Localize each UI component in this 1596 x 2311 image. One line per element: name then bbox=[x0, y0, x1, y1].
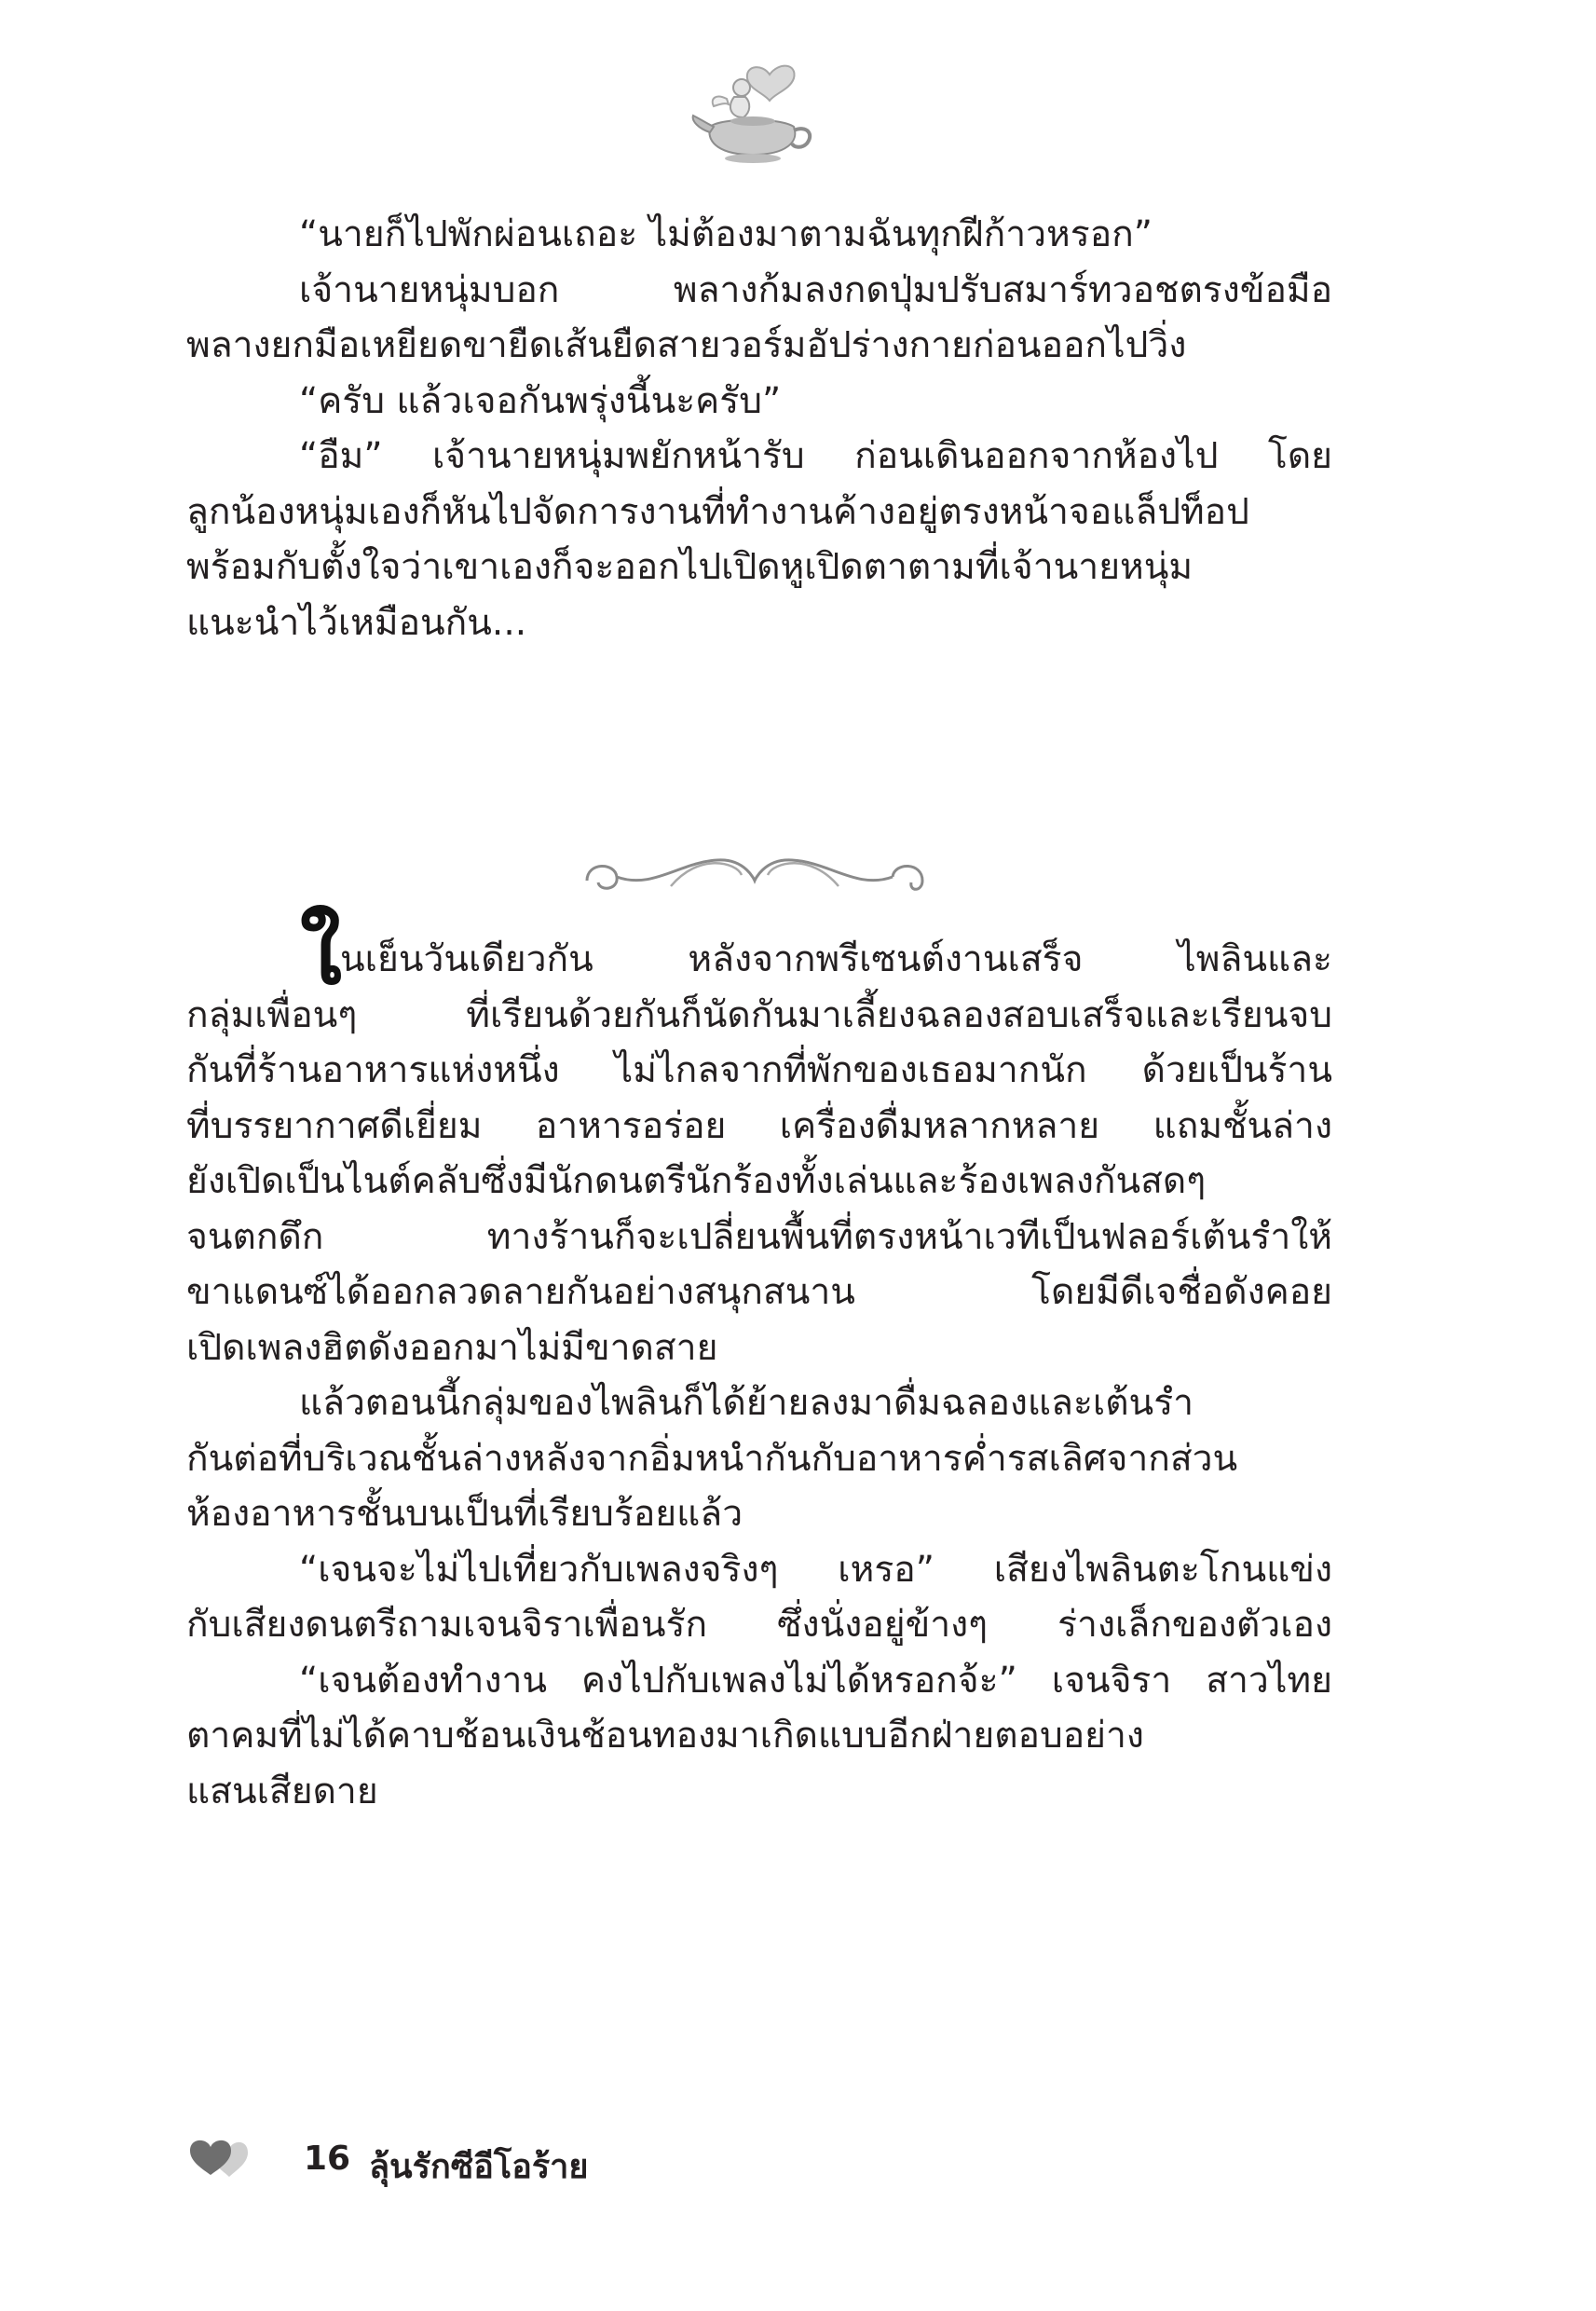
text-line: ขาแดนซ์ได้ออกลวดลายกันอย่างสนุกสนาน โดยมีดีเจชื่อดังคอย bbox=[186, 1271, 1332, 1313]
text-line: นเย็นวันเดียวกัน หลังจากพรีเซนต์งานเสร็จ ไพลินและ bbox=[340, 938, 1332, 980]
paragraph-block-one bbox=[186, 207, 1332, 650]
book-title: ลุ้นรักซีอีโอร้าย bbox=[369, 2148, 589, 2186]
text-line: ลูกน้องหนุ่มเองก็หันไปจัดการงานที่ทำงานค้างอยู่ตรงหน้าจอแล็ปท็อป bbox=[186, 490, 1249, 533]
text-line: เปิดเพลงฮิตดังออกมาไม่มีขาดสาย bbox=[186, 1326, 718, 1369]
text-line: กับเสียงดนตรีถามเจนจิราเพื่อนรัก ซึ่งนั่งอยู่ข้างๆ ร่างเล็กของตัวเอง bbox=[186, 1604, 1332, 1646]
text-line: “นายก็ไปพักผ่อนเถอะ ไม่ต้องมาตามฉันทุกฝีก้าวหรอก” bbox=[299, 213, 1153, 255]
text-line: พลางยกมือเหยียดขายืดเส้นยืดสายวอร์มอัปร่างกายก่อนออกไปวิ่ง bbox=[186, 324, 1187, 366]
text-line: “เจนต้องทำงาน คงไปกับเพลงไม่ได้หรอกจ้ะ” เจนจิรา สาวไทย bbox=[299, 1659, 1332, 1702]
text-line: “ครับ แล้วเจอกันพรุ่งนี้นะครับ” bbox=[299, 379, 782, 422]
text-line: จนตกดึก ทางร้านก็จะเปลี่ยนพื้นที่ตรงหน้าเวทีเป็นฟลอร์เต้นรำให้ bbox=[186, 1215, 1332, 1258]
cupid-teapot-ornament-icon bbox=[689, 56, 820, 168]
text-line: “เจนจะไม่ไปเที่ยวกับเพลงจริงๆ เหรอ” เสียงไพลินตะโกนแข่ง bbox=[299, 1548, 1332, 1591]
page-number: 16 bbox=[304, 2140, 351, 2178]
text-line: กันต่อที่บริเวณชั้นล่างหลังจากอิ่มหนำกันกับอาหารค่ำรสเลิศจากส่วน bbox=[186, 1437, 1238, 1480]
text-line: เจ้านายหนุ่มบอก พลางก้มลงกดปุ่มปรับสมาร์ทวอชตรงข้อมือ bbox=[299, 268, 1332, 311]
text-line: ยังเปิดเป็นไนต์คลับซึ่งมีนักดนตรีนักร้องทั้งเล่นและร้องเพลงกันสดๆ bbox=[186, 1160, 1207, 1202]
flourish-divider-icon bbox=[568, 843, 941, 909]
text-line: ที่บรรยากาศดีเยี่ยม อาหารอร่อย เครื่องดื่มหลากหลาย แถมชั้นล่าง bbox=[186, 1104, 1332, 1147]
text-line: แล้วตอนนี้กลุ่มของไพลินก็ได้ย้ายลงมาดื่มฉลองและเต้นรำ bbox=[299, 1382, 1194, 1424]
text-line: แนะนำไว้เหมือนกัน... bbox=[186, 601, 527, 644]
paragraph-block-two bbox=[186, 932, 1332, 1819]
text-line: แสนเสียดาย bbox=[186, 1770, 378, 1812]
page-footer bbox=[186, 2134, 745, 2190]
text-line: “อืม” เจ้านายหนุ่มพยักหน้ารับ ก่อนเดินออกจากห้องไป โดย bbox=[299, 435, 1332, 477]
text-line: กลุ่มเพื่อนๆ ที่เรียนด้วยกันก็นัดกันมาเลี้ยงฉลองสอบเสร็จและเรียนจบ bbox=[186, 993, 1332, 1036]
text-line: ห้องอาหารชั้นบนเป็นที่เรียบร้อยแล้ว bbox=[186, 1493, 743, 1535]
text-line: ตาคมที่ไม่ได้คาบช้อนเงินช้อนทองมาเกิดแบบอีกฝ่ายตอบอย่าง bbox=[186, 1715, 1144, 1757]
drop-cap-letter: ใ bbox=[300, 903, 342, 1004]
hearts-icon bbox=[186, 2136, 261, 2181]
text-line: กันที่ร้านอาหารแห่งหนึ่ง ไม่ไกลจากที่พักของเธอมากนัก ด้วยเป็นร้าน bbox=[186, 1049, 1332, 1091]
text-line: พร้อมกับตั้งใจว่าเขาเองก็จะออกไปเปิดหูเปิดตาตามที่เจ้านายหนุ่ม bbox=[186, 546, 1194, 588]
